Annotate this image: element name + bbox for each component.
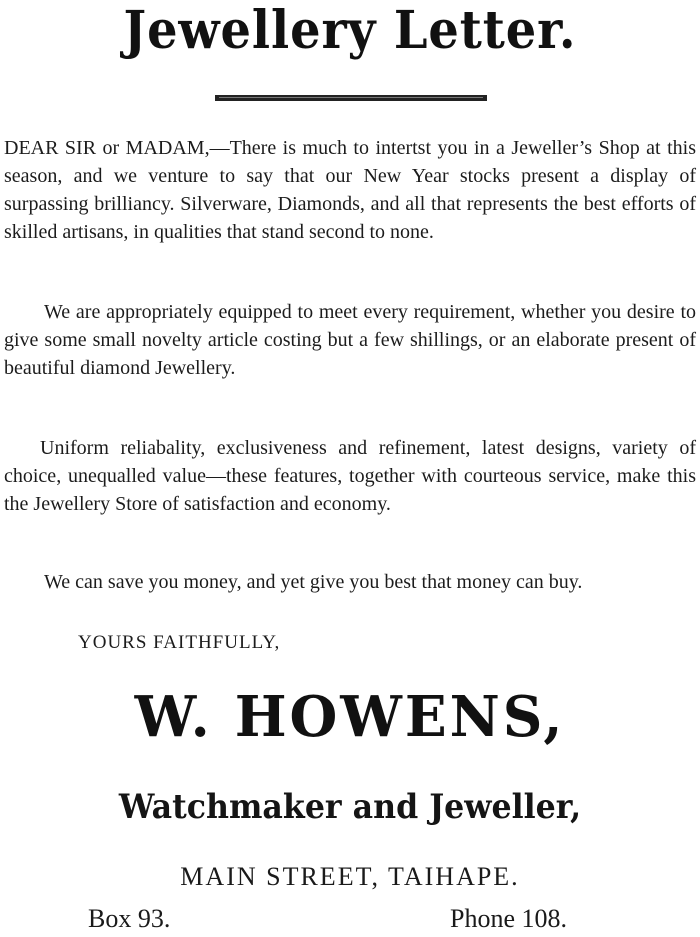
paragraph-features: Uniform reliabality, exclusiveness and refinement, latest designs, variety of choice, unequalled value—these features, together with courteous service, make this the Jewellery Store of satisfaction and economy. [4,437,696,515]
headline: Jewellery Letter. [123,0,577,61]
paragraph-greeting: DEAR SIR or MADAM,—There is much to intertst you in a Jeweller’s Shop at this season, and we venture to say that our New Year stocks present a display of surpassing brilliancy. Silverware, Diamonds, and all that represents the best efforts of skilled artisans, in qualities that stand second to none. [4,137,696,243]
paragraph-equipment: We are appropriately equipped to meet every requirement, whether you desire to give some small novelty article costing but a few shillings, or an elaborate present of beautiful diamond Jewellery. [4,301,696,379]
phone-number: Phone 108. [450,904,567,933]
post-box: Box 93. [88,904,171,933]
trade-description: Watchmaker and Jeweller, [118,787,582,827]
closing-salutation: YOURS FAITHFULLY, [78,632,281,653]
street-address: MAIN STREET, TAIHAPE. [180,862,520,891]
paragraph-savings: We can save you money, and yet give you best that money can buy. [44,571,583,593]
decorative-rule [215,95,487,101]
business-name: W. HOWENS, [134,684,566,750]
